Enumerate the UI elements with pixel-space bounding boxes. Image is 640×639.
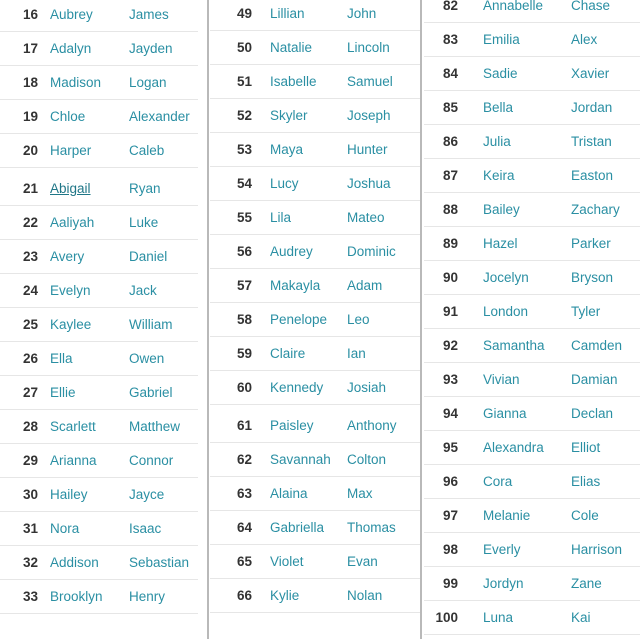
table-row <box>0 546 198 580</box>
boy-name: Damian <box>571 372 618 387</box>
table-row <box>424 601 640 635</box>
boy-name: Joshua <box>347 176 391 191</box>
girl-name: Jocelyn <box>483 270 529 285</box>
girl-name: Emilia <box>483 32 520 47</box>
boy-name: Declan <box>571 406 614 421</box>
rank-number: 65 <box>236 554 252 569</box>
table-row <box>210 545 420 579</box>
boy-name: Henry <box>129 589 166 604</box>
rank-number: 99 <box>442 576 458 591</box>
rank-number: 27 <box>22 385 38 400</box>
girl-name: Hazel <box>483 236 518 251</box>
girl-name: Gabriella <box>270 520 325 535</box>
girl-name: Ella <box>50 351 73 366</box>
table-row <box>424 159 640 193</box>
boy-name: Matthew <box>129 419 181 434</box>
rank-number: 28 <box>22 419 38 434</box>
rank-number: 83 <box>442 32 458 47</box>
girl-name: Addison <box>50 555 99 570</box>
girl-name: Avery <box>50 249 85 264</box>
rank-number: 16 <box>22 7 38 22</box>
boy-name: Evan <box>347 554 378 569</box>
rank-number: 21 <box>22 181 38 196</box>
rank-number: 49 <box>236 6 252 21</box>
boy-name: Lincoln <box>347 40 390 55</box>
rank-number: 50 <box>236 40 252 55</box>
table-row <box>0 274 198 308</box>
table-row <box>0 172 198 206</box>
boy-name: Zane <box>571 576 602 591</box>
girl-name: Harper <box>50 143 92 158</box>
boy-name: Adam <box>347 278 383 293</box>
table-row <box>0 240 198 274</box>
table-row <box>210 511 420 545</box>
girl-name: Aubrey <box>50 7 93 22</box>
boy-name: Ryan <box>129 181 161 196</box>
girl-name: Penelope <box>270 312 328 327</box>
table-row <box>210 443 420 477</box>
rank-number: 55 <box>236 210 252 225</box>
rank-number: 63 <box>236 486 252 501</box>
rank-number: 20 <box>22 143 38 158</box>
rank-number: 64 <box>236 520 252 535</box>
table-row <box>424 57 640 91</box>
table-row <box>0 0 198 32</box>
rank-number: 31 <box>22 521 38 536</box>
boy-name: William <box>129 317 173 332</box>
rank-number: 57 <box>236 278 252 293</box>
girl-name: Lucy <box>270 176 299 191</box>
girl-name: Alaina <box>270 486 308 501</box>
boy-name: Thomas <box>347 520 396 535</box>
girl-name: Maya <box>270 142 304 157</box>
rank-number: 96 <box>442 474 458 489</box>
boy-name: John <box>347 6 377 21</box>
rank-number: 93 <box>442 372 458 387</box>
girl-name: Brooklyn <box>50 589 103 604</box>
girl-name-link[interactable]: Abigail <box>50 181 91 196</box>
table-row <box>210 167 420 201</box>
table-row <box>424 465 640 499</box>
rank-number: 61 <box>236 418 252 433</box>
table-row <box>0 308 198 342</box>
rank-number: 97 <box>442 508 458 523</box>
girl-name: Skyler <box>270 108 308 123</box>
table-row <box>210 65 420 99</box>
girl-name: Ellie <box>50 385 76 400</box>
girl-name: Chloe <box>50 109 86 124</box>
rank-number: 26 <box>22 351 38 366</box>
table-row <box>424 533 640 567</box>
girl-name: Samantha <box>483 338 545 353</box>
rank-number: 58 <box>236 312 252 327</box>
rank-number: 22 <box>22 215 38 230</box>
table-row <box>424 91 640 125</box>
boy-name: Ian <box>347 346 366 361</box>
boy-name: Colton <box>347 452 387 467</box>
boy-name: Bryson <box>571 270 614 285</box>
table-row <box>424 567 640 601</box>
rank-number: 82 <box>442 0 458 13</box>
table-row <box>210 31 420 65</box>
rank-number: 90 <box>442 270 458 285</box>
boy-name: Camden <box>571 338 623 353</box>
girl-name: Audrey <box>270 244 313 259</box>
girl-name: Julia <box>483 134 511 149</box>
girl-name: Kylie <box>270 588 300 603</box>
rank-number: 51 <box>236 74 252 89</box>
rank-number: 54 <box>236 176 252 191</box>
girl-name: Aaliyah <box>50 215 95 230</box>
boy-name: Easton <box>571 168 614 183</box>
rank-number: 86 <box>442 134 458 149</box>
table-row <box>0 444 198 478</box>
table-row <box>0 66 198 100</box>
boy-name: Elliot <box>571 440 601 455</box>
rank-number: 18 <box>22 75 38 90</box>
table-row <box>210 477 420 511</box>
rank-number: 88 <box>442 202 458 217</box>
girl-name: Bella <box>483 100 514 115</box>
table-row <box>210 579 420 613</box>
table-row <box>0 100 198 134</box>
boy-name: Kai <box>571 610 591 625</box>
table-row <box>0 342 198 376</box>
girl-name: Everly <box>483 542 521 557</box>
girl-name: Claire <box>270 346 306 361</box>
boy-name: Owen <box>129 351 165 366</box>
rank-number: 53 <box>236 142 252 157</box>
table-row <box>424 125 640 159</box>
rank-number: 52 <box>236 108 252 123</box>
boy-name: Mateo <box>347 210 385 225</box>
rank-number: 33 <box>22 589 38 604</box>
table-row <box>424 329 640 363</box>
boy-name: Hunter <box>347 142 388 157</box>
boy-name: Tristan <box>571 134 612 149</box>
girl-name: Vivian <box>483 372 520 387</box>
girl-name: Savannah <box>270 452 331 467</box>
rank-number: 30 <box>22 487 38 502</box>
girl-name: Violet <box>270 554 304 569</box>
table-row <box>210 337 420 371</box>
table-row <box>210 201 420 235</box>
rank-number: 24 <box>22 283 38 298</box>
rank-number: 23 <box>22 249 38 264</box>
boy-name: Jayden <box>129 41 173 56</box>
boy-name: Tyler <box>571 304 601 319</box>
table-row <box>424 23 640 57</box>
girl-name: Arianna <box>50 453 97 468</box>
table-row <box>0 206 198 240</box>
table-row <box>210 409 420 443</box>
table-row <box>210 0 420 31</box>
rank-number: 92 <box>442 338 458 353</box>
table-row <box>210 269 420 303</box>
rank-number: 95 <box>442 440 458 455</box>
table-row <box>0 32 198 66</box>
boy-name: Connor <box>129 453 174 468</box>
rank-number: 62 <box>236 452 252 467</box>
boy-name: Parker <box>571 236 611 251</box>
girl-name: Lillian <box>270 6 305 21</box>
girl-name: Paisley <box>270 418 314 433</box>
column-divider <box>207 0 209 639</box>
girl-name: Luna <box>483 610 514 625</box>
rank-number: 87 <box>442 168 458 183</box>
girl-name: Annabelle <box>483 0 544 13</box>
girl-name: Cora <box>483 474 513 489</box>
girl-name: Lila <box>270 210 292 225</box>
boy-name: Max <box>347 486 373 501</box>
boy-name: Jack <box>129 283 157 298</box>
rank-number: 94 <box>442 406 458 421</box>
girl-name: Kennedy <box>270 380 324 395</box>
table-row <box>210 235 420 269</box>
table-row <box>0 134 198 168</box>
rank-number: 32 <box>22 555 38 570</box>
boy-name: Alex <box>571 32 598 47</box>
rank-number: 85 <box>442 100 458 115</box>
boy-name: Jayce <box>129 487 165 502</box>
rank-number: 19 <box>22 109 38 124</box>
boy-name: Leo <box>347 312 370 327</box>
table-row <box>424 193 640 227</box>
column-divider <box>420 0 422 639</box>
rank-number: 59 <box>236 346 252 361</box>
table-row <box>210 99 420 133</box>
girl-name: Bailey <box>483 202 520 217</box>
boy-name: Caleb <box>129 143 165 158</box>
girl-name: Madison <box>50 75 102 90</box>
girl-name: Hailey <box>50 487 88 502</box>
girl-name: Kaylee <box>50 317 92 332</box>
boy-name: James <box>129 7 169 22</box>
table-row <box>0 376 198 410</box>
boy-name: Sebastian <box>129 555 190 570</box>
girl-name: Natalie <box>270 40 313 55</box>
boy-name: Cole <box>571 508 599 523</box>
table-row <box>424 397 640 431</box>
rank-number: 66 <box>236 588 252 603</box>
table-row <box>210 303 420 337</box>
table-row <box>424 0 640 23</box>
rank-number: 17 <box>22 41 38 56</box>
boy-name: Daniel <box>129 249 168 264</box>
table-row <box>0 512 198 546</box>
boy-name: Anthony <box>347 418 397 433</box>
boy-name: Logan <box>129 75 167 90</box>
girl-name: Evelyn <box>50 283 91 298</box>
table-row <box>424 261 640 295</box>
girl-name: Sadie <box>483 66 518 81</box>
rank-number: 91 <box>442 304 458 319</box>
rank-number: 29 <box>22 453 38 468</box>
girl-name: Melanie <box>483 508 531 523</box>
rank-number: 84 <box>442 66 458 81</box>
girl-name: Scarlett <box>50 419 96 434</box>
boy-name: Nolan <box>347 588 383 603</box>
table-row <box>0 478 198 512</box>
table-row <box>210 133 420 167</box>
table-row <box>0 580 198 614</box>
table-row <box>424 499 640 533</box>
girl-name: Adalyn <box>50 41 92 56</box>
table-row <box>424 295 640 329</box>
girl-name: Keira <box>483 168 515 183</box>
girl-name: Alexandra <box>483 440 544 455</box>
boy-name: Elias <box>571 474 601 489</box>
girl-name: Jordyn <box>483 576 524 591</box>
table-row <box>0 410 198 444</box>
boy-name: Harrison <box>571 542 623 557</box>
table-row <box>424 431 640 465</box>
boy-name: Dominic <box>347 244 396 259</box>
rank-number: 98 <box>442 542 458 557</box>
boy-name: Gabriel <box>129 385 173 400</box>
boy-name: Isaac <box>129 521 162 536</box>
boy-name: Zachary <box>571 202 620 217</box>
boy-name: Luke <box>129 215 159 230</box>
girl-name: London <box>483 304 529 319</box>
boy-name: Jordan <box>571 100 613 115</box>
rank-number: 25 <box>22 317 38 332</box>
rank-number: 56 <box>236 244 252 259</box>
boy-name: Josiah <box>347 380 387 395</box>
rank-number: 100 <box>435 610 458 625</box>
rank-number: 60 <box>236 380 252 395</box>
boy-name: Xavier <box>571 66 610 81</box>
boy-name: Joseph <box>347 108 391 123</box>
girl-name: Makayla <box>270 278 321 293</box>
table-row <box>210 371 420 405</box>
girl-name: Nora <box>50 521 80 536</box>
girl-name: Isabelle <box>270 74 317 89</box>
boy-name: Chase <box>571 0 611 13</box>
girl-name: Gianna <box>483 406 527 421</box>
table-row <box>424 227 640 261</box>
boy-name: Alexander <box>129 109 190 124</box>
table-row <box>424 363 640 397</box>
boy-name: Samuel <box>347 74 393 89</box>
rank-number: 89 <box>442 236 458 251</box>
